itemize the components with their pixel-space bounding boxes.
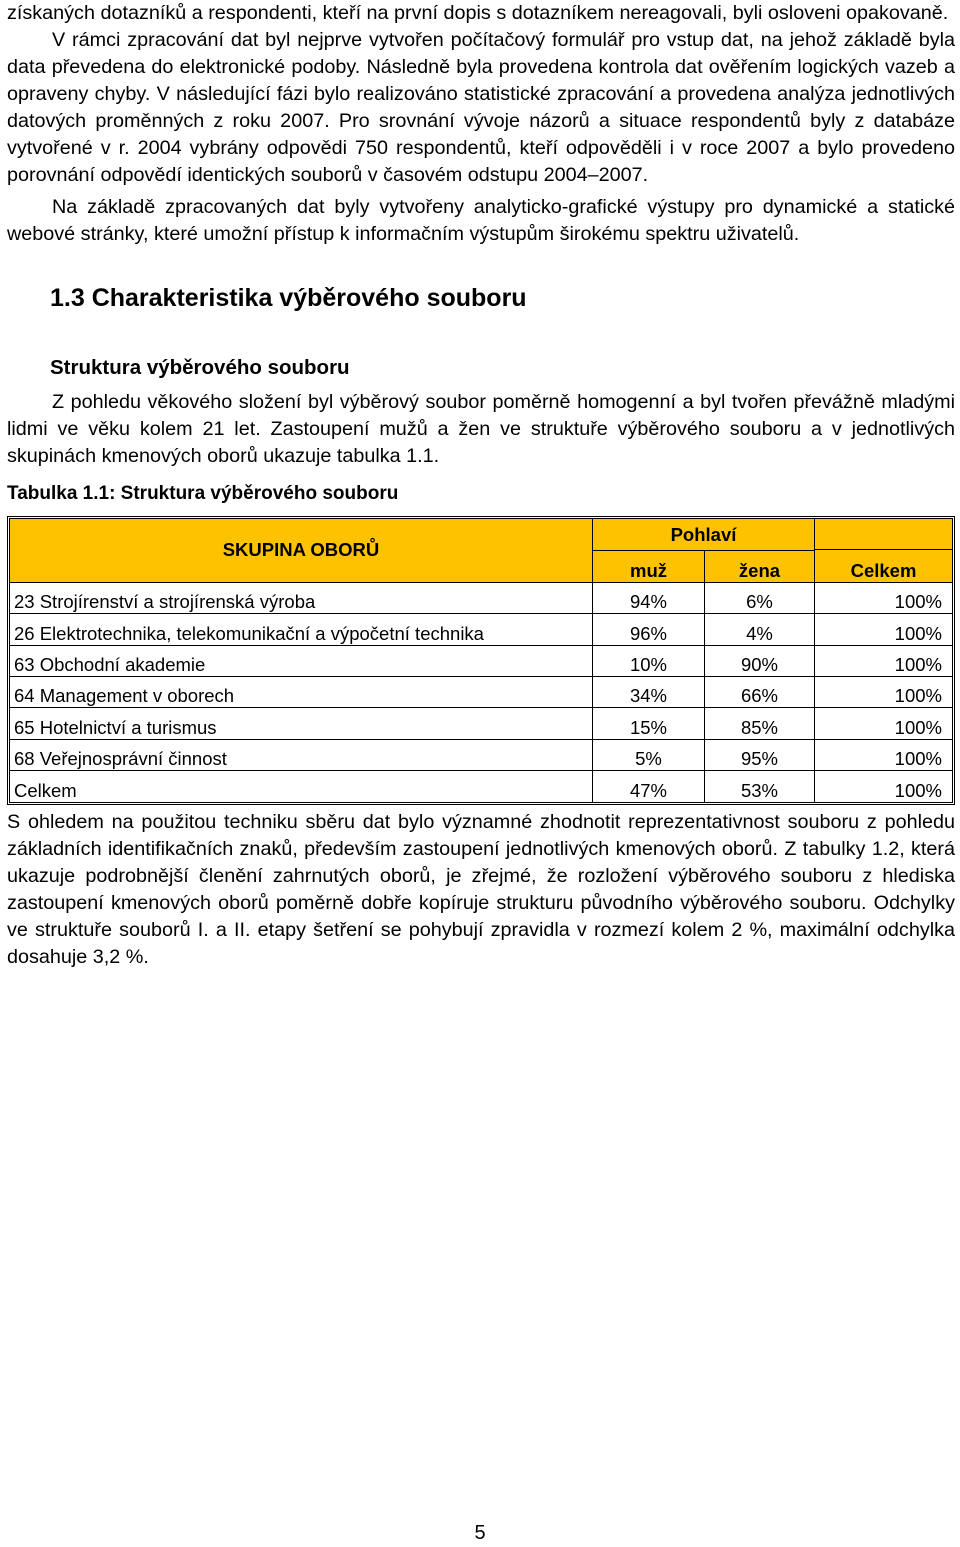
paragraph-intro: získaných dotazníků a respondenti, kteří na první dopis s dotazníkem nereagovali, byli osloveni opakovaně. [7,2,949,24]
table-row [10,646,952,677]
cell-total: 100% [815,583,952,614]
table-row [10,583,952,614]
header-empty [815,519,952,550]
cell-male: 96% [593,614,705,645]
cell-total: 100% [815,708,952,739]
cell-group: 68 Veřejnosprávní činnost [10,740,593,771]
page-number: 5 [474,1522,486,1544]
document-page [7,0,955,971]
table-header-row [10,519,952,550]
cell-total: 100% [815,677,952,708]
cell-group: Celkem [10,771,593,801]
cell-total: 100% [815,646,952,677]
cell-male: 34% [593,677,705,708]
cell-group: 63 Obchodní akademie [10,646,593,677]
cell-female: 95% [705,740,815,771]
cell-total: 100% [815,614,952,645]
paragraph-outputs: Na základě zpracovaných dat byly vytvořeny analyticko-grafické výstupy pro dynamické a statické webové stránky, které umožní přístup k informačním výstupům širokému spektru uživatelů. [7,196,955,245]
cell-female: 85% [705,708,815,739]
header-total: Celkem [815,550,952,582]
cell-female: 6% [705,583,815,614]
cell-female: 66% [705,677,815,708]
header-male: muž [593,550,705,582]
table-row [10,677,952,708]
cell-group: 26 Elektrotechnika, telekomunikační a výpočetní technika [10,614,593,645]
cell-male: 5% [593,740,705,771]
cell-female: 4% [705,614,815,645]
cell-male: 10% [593,646,705,677]
table-row [10,614,952,645]
table-row-total [10,771,952,801]
paragraph-composition: Z pohledu věkového složení byl výběrový soubor poměrně homogenní a byl tvořen převážně mladými lidmi ve věku kolem 21 let. Zastoupení mužů a žen ve struktuře výběrového souboru a v jednotlivých skupinách kmenových oborů ukazuje tabulka 1.1. [7,391,955,467]
cell-female: 53% [705,771,815,801]
header-female: žena [705,550,815,582]
cell-group: 64 Management v oborech [10,677,593,708]
cell-group: 23 Strojírenství a strojírenská výroba [10,583,593,614]
cell-total: 100% [815,740,952,771]
header-group: SKUPINA OBORŮ [10,519,593,583]
paragraph-representativeness: S ohledem na použitou techniku sběru dat bylo významné zhodnotit reprezentativnost souboru z pohledu základních identifikačních znaků, především zastoupení jednotlivých kmenových oborů. Z tabulky 1.2, která ukazuje podrobnější členění zahrnutých oborů, je zřejmé, že rozložení výběrového souboru z hlediska zastoupení kmenových oborů poměrně dobře kopíruje strukturu původního výběrového souboru. Odchylky ve struktuře souborů I. a II. etapy šetření se pohybují zpravidla v rozmezí kolem 2 %, maximální odchylka dosahuje 3,2 %. [7,810,955,968]
cell-male: 94% [593,583,705,614]
cell-group: 65 Hotelnictví a turismus [10,708,593,739]
cell-female: 90% [705,646,815,677]
subheading: Struktura výběrového souboru [50,356,350,379]
structure-table [7,516,955,805]
cell-male: 47% [593,771,705,801]
table-row [10,708,952,739]
paragraph-processing: V rámci zpracování dat byl nejprve vytvořen počítačový formulář pro vstup dat, na jehož základě byla data převedena do elektronické podoby. Následně byla provedena kontrola dat ověřením logických vazeb a opraveny chyby. V následující fázi bylo realizováno statistické zpracování a provedena analýza jednotlivých datových proměnných z roku 2007. Pro srovnání vývoje názorů a situace respondentů byly z databáze vytvořené v r. 2004 vybrány odpovědi 750 respondentů, kteří odpověděli i v roce 2007 a bylo provedeno porovnání odpovědí identických souborů v časovém odstupu 2004–2007. [7,29,955,186]
header-sex: Pohlaví [593,519,815,550]
section-heading: 1.3 Charakteristika výběrového souboru [50,284,527,312]
table-row [10,740,952,771]
cell-male: 15% [593,708,705,739]
cell-total: 100% [894,779,942,801]
table-caption: Tabulka 1.1: Struktura výběrového souboru [7,483,399,504]
